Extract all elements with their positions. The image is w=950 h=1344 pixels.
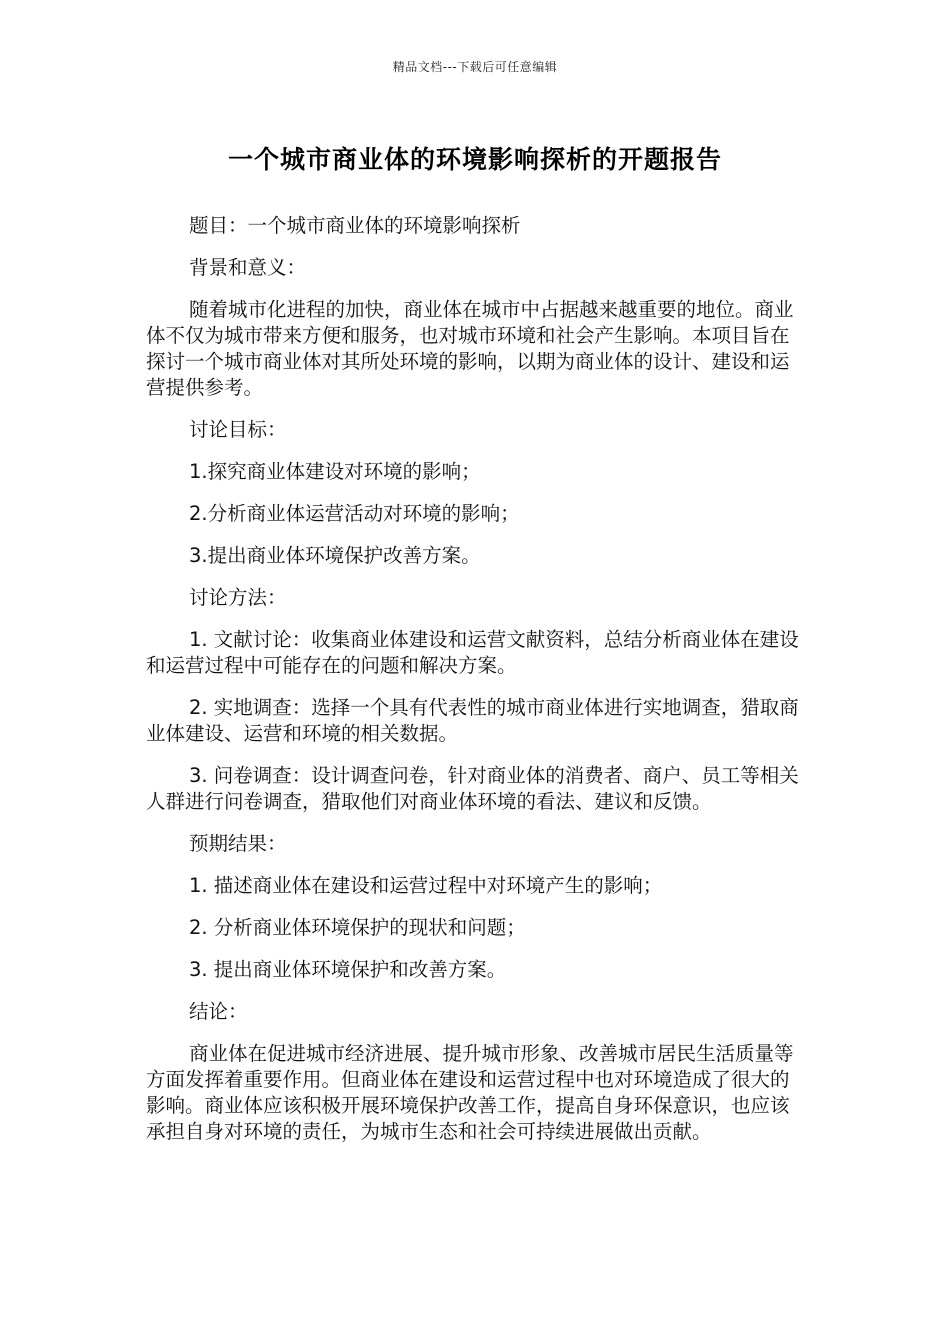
conclusion-paragraph: 商业体在促进城市经济进展、提升城市形象、改善城市居民生活质量等方面发挥着重要作用。但商业体在建设和运营过程中也对环境造成了很大的影响。商业体应该积极开展环境保护改善工作，提高自身环保意识，也应该承担自身对环境的责任，为城市生态和社会可持续进展做出贡献。 <box>146 1042 794 1143</box>
methods-heading: 讨论方法： <box>189 586 287 609</box>
document-title: 一个城市商业体的环境影响探析的开题报告 <box>227 145 722 174</box>
result-item: 2. 分析商业体环境保护的现状和问题； <box>189 916 526 939</box>
topic-line: 题目：一个城市商业体的环境影响探析 <box>189 214 521 237</box>
objective-item: 1.探究商业体建设对环境的影响； <box>189 460 481 483</box>
result-item: 1. 描述商业体在建设和运营过程中对环境产生的影响； <box>189 874 663 897</box>
method-item: 3. 问卷调查：设计调查问卷，针对商业体的消费者、商户、员工等相关人群进行问卷调查，猎取他们对商业体环境的看法、建议和反馈。 <box>146 764 799 813</box>
objectives-heading: 讨论目标： <box>189 418 287 441</box>
background-paragraph: 随着城市化进程的加快，商业体在城市中占据越来越重要的地位。商业体不仅为城市带来方便和服务，也对城市环境和社会产生影响。本项目旨在探讨一个城市商业体对其所处环境的影响，以期为商业体的设计、建设和运营提供参考。 <box>146 298 794 399</box>
result-item: 3. 提出商业体环境保护和改善方案。 <box>189 958 507 981</box>
objective-item: 3.提出商业体环境保护改善方案。 <box>189 544 481 567</box>
document-body <box>146 213 806 1161</box>
conclusion-heading: 结论： <box>189 1000 248 1023</box>
background-heading: 背景和意义： <box>189 256 307 279</box>
objective-item: 2.分析商业体运营活动对环境的影响； <box>189 502 520 525</box>
method-item: 2. 实地调查：选择一个具有代表性的城市商业体进行实地调查，猎取商业体建设、运营和环境的相关数据。 <box>146 696 799 745</box>
header-note: 精品文档---下载后可任意编辑 <box>392 60 558 74</box>
method-item: 1. 文献讨论：收集商业体建设和运营文献资料，总结分析商业体在建设和运营过程中可能存在的问题和解决方案。 <box>146 628 799 677</box>
results-heading: 预期结果： <box>189 832 287 855</box>
